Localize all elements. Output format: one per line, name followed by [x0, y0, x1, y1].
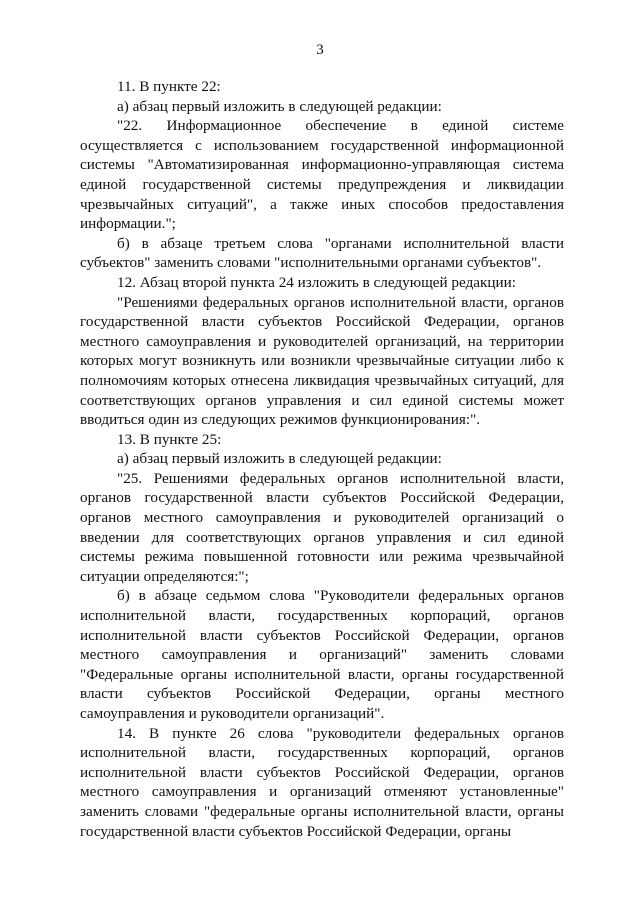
- paragraph-item-11-heading: 11. В пункте 22:: [117, 78, 221, 95]
- document-body: [80, 77, 564, 841]
- paragraph-item-13-heading: 13. В пункте 25:: [117, 430, 222, 448]
- paragraph-item-12-heading: 12. Абзац второй пункта 24 изложить в следующей редакции:: [117, 273, 517, 291]
- paragraph-item-14: 14. В пункте 26 слова "руководители федеральных органов исполнительной власти, государственных корпораций, органов исполнительной власти субъектов Российской Федерации, органов местного самоуправления и организаций отменяют установленные" заменить словами "федеральные органы исполнительной власти, органы государственной власти субъектов Российской Федерации, органы: [80, 724, 564, 840]
- paragraph-quote-22: "22. Информационное обеспечение в единой системе осуществляется с использованием государственной информационной системы "Автоматизированная информационно-управляющая система единой государственной системы предупреждения и ликвидации чрезвычайных ситуаций", а также иных способов предоставления информации.";: [80, 117, 564, 233]
- paragraph-quote-25: "25. Решениями федеральных органов исполнительной власти, органов государственной власти субъектов Российской Федерации, органов местного самоуправления и руководителей организаций о введении для соответствующих органов управления и сил единой системы режима повышенной готовности или режима чрезвычайной ситуации определяются:";: [80, 469, 564, 585]
- page-number: 3: [316, 42, 324, 58]
- paragraph-quote-24: "Решениями федеральных органов исполнительной власти, органов государственной власти субъектов Российской Федерации, органов местного самоуправления и руководителей организаций, на территории которых могут возникнуть или возникли чрезвычайные ситуации либо к полномочиям которых отнесена ликвидация чрезвычайных ситуаций, для соответствующих органов управления и сил единой системы может вводиться один из следующих режимов функционирования:".: [80, 293, 564, 429]
- paragraph-item-11b: б) в абзаце третьем слова "органами исполнительной власти субъектов" заменить словами "исполнительными органами субъектов".: [80, 234, 564, 272]
- paragraph-item-11a: а) абзац первый изложить в следующей редакции:: [117, 97, 442, 115]
- paragraph-item-13a: а) абзац первый изложить в следующей редакции:: [117, 450, 442, 468]
- paragraph-item-13b: б) в абзаце седьмом слова "Руководители федеральных органов исполнительной власти, государственных корпораций, органов исполнительной власти субъектов Российской Федерации, органов местного самоуправления и организаций" заменить словами "Федеральные органы исполнительной власти, органы государственной власти субъектов Российской Федерации, органы местного самоуправления и руководители организаций".: [80, 587, 564, 722]
